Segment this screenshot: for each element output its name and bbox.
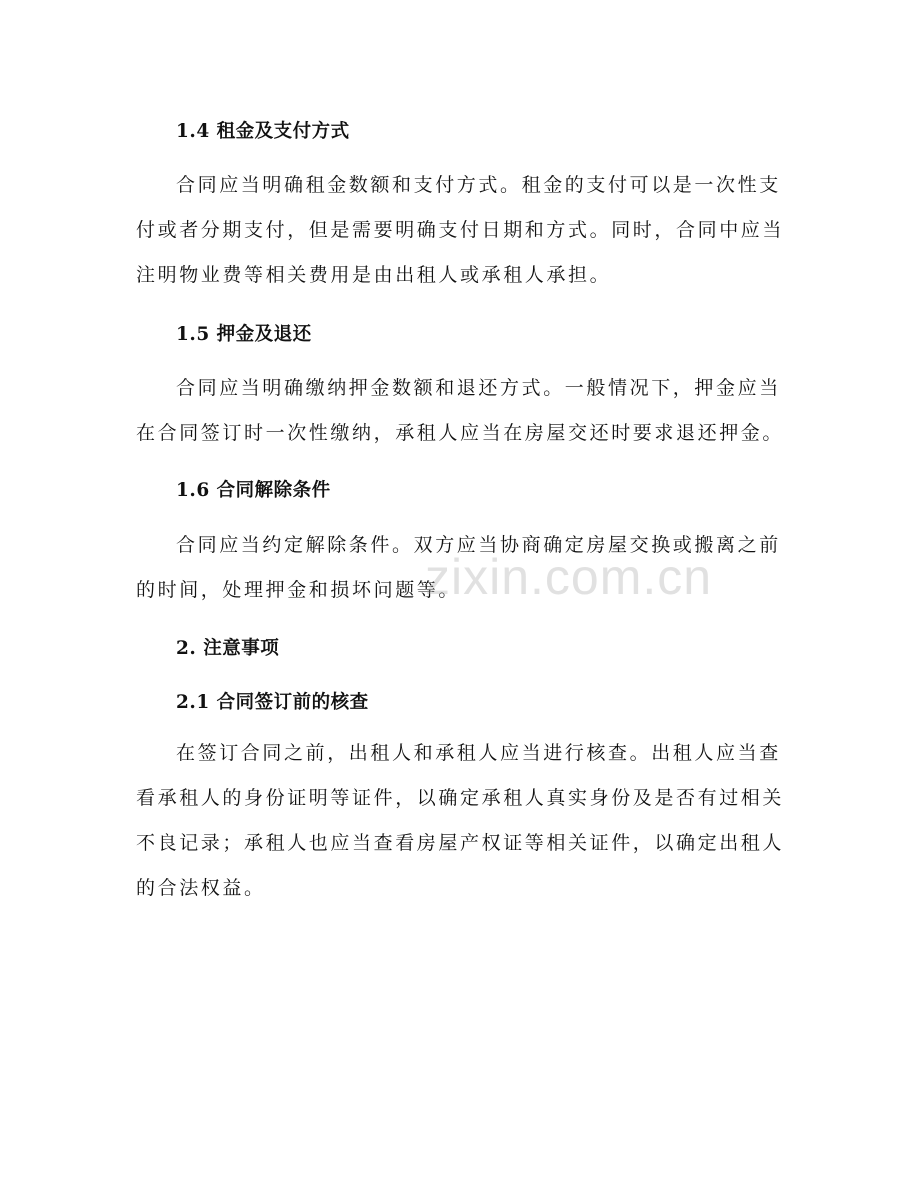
watermark: zixin.com.cn (425, 549, 713, 605)
paragraph-line: 合同应当明确缴纳押金数额和退还方式。一般情况下，押金应当 (176, 377, 781, 399)
paragraph-line: 在合同签订时一次性缴纳，承租人应当在房屋交还时要求退还押金。 (136, 422, 785, 444)
paragraph-line: 合同应当明确租金数额和支付方式。租金的支付可以是一次性支 (176, 174, 781, 196)
paragraph-line: 合同应当约定解除条件。双方应当协商确定房屋交换或搬离之前 (176, 534, 781, 556)
paragraph-line: 不良记录；承租人也应当查看房屋产权证等相关证件，以确定出租人 (136, 832, 785, 854)
paragraph-line: 付或者分期支付，但是需要明确支付日期和方式。同时，合同中应当 (136, 219, 785, 241)
paragraph-line: 在签订合同之前，出租人和承租人应当进行核查。出租人应当查 (176, 742, 781, 764)
section-heading-2: 2. 注意事项 (176, 638, 280, 659)
section-heading-1-4: 1.4 租金及支付方式 (176, 121, 350, 142)
paragraph-line: 注明物业费等相关费用是由出租人或承租人承担。 (136, 264, 612, 286)
section-heading-1-6: 1.6 合同解除条件 (176, 480, 331, 501)
section-heading-2-1: 2.1 合同签订前的核查 (176, 692, 369, 713)
paragraph-line: 的合法权益。 (136, 877, 266, 899)
paragraph-line: 看承租人的身份证明等证件，以确定承租人真实身份及是否有过相关 (136, 787, 785, 809)
section-heading-1-5: 1.5 押金及退还 (176, 324, 312, 345)
paragraph-line: 的时间，处理押金和损坏问题等。 (136, 579, 461, 601)
